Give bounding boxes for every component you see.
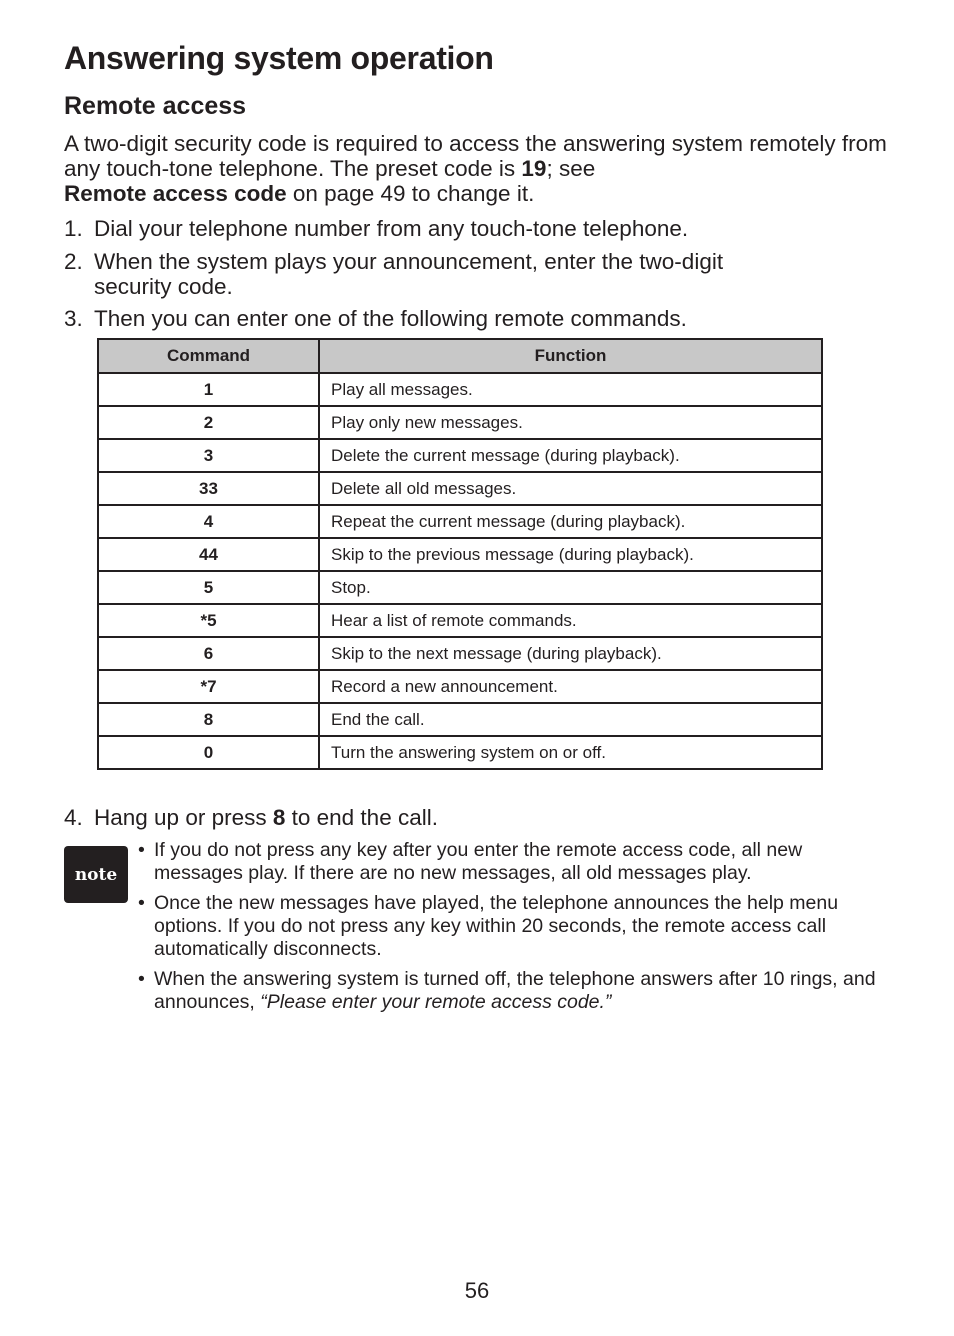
command-cell: *5 (98, 604, 319, 637)
function-cell: Skip to the previous message (during playback). (319, 538, 822, 571)
step-text (94, 805, 794, 830)
function-cell: Play all messages. (319, 373, 822, 406)
note-item (136, 892, 876, 961)
table-row (98, 703, 822, 736)
function-cell: Hear a list of remote commands. (319, 604, 822, 637)
command-cell: 1 (98, 373, 319, 406)
note-text: If you do not press any key after you enter the remote access code, all new messages play. If there are no new messages, all old messages play. (154, 839, 803, 884)
bullet-icon: • (138, 892, 145, 914)
table-row (98, 505, 822, 538)
remote-access-code-reference: Remote access code (64, 181, 287, 206)
note-icon: note (64, 846, 128, 903)
table-row (98, 439, 822, 472)
step-text: Dial your telephone number from any touch-tone telephone. (94, 216, 689, 241)
bullet-icon: • (138, 839, 145, 861)
intro-paragraph (64, 131, 904, 206)
note-item (136, 968, 876, 1014)
table-row (98, 406, 822, 439)
table-row (98, 637, 822, 670)
function-cell: Play only new messages. (319, 406, 822, 439)
intro-text-2: ; see (546, 156, 596, 181)
bullet-icon: • (138, 968, 145, 990)
note-list (136, 839, 876, 1021)
step4-text-1: Hang up or press (94, 805, 273, 830)
end-call-key: 8 (272, 805, 286, 830)
intro-text-3: on page 49 to change it. (286, 181, 535, 206)
note-item (136, 839, 876, 885)
command-cell: 2 (98, 406, 319, 439)
command-cell: 3 (98, 439, 319, 472)
command-cell: 8 (98, 703, 319, 736)
command-cell: 44 (98, 538, 319, 571)
table-row (98, 736, 822, 769)
step4-text-2: to end the call. (285, 805, 438, 830)
table-row (98, 571, 822, 604)
function-cell: Turn the answering system on or off. (319, 736, 822, 769)
command-cell: 5 (98, 571, 319, 604)
preset-code: 19 (521, 156, 547, 181)
note-text: Once the new messages have played, the telephone announces the help menu options. If you do not press any key within 20 seconds, the remote access call automatically disconnects. (154, 892, 839, 960)
function-cell: Record a new announcement. (319, 670, 822, 703)
function-cell: Delete all old messages. (319, 472, 822, 505)
command-cell: 4 (98, 505, 319, 538)
function-cell: Delete the current message (during playback). (319, 439, 822, 472)
function-cell: Skip to the next message (during playback). (319, 637, 822, 670)
remote-commands-table (97, 338, 823, 770)
function-cell: Stop. (319, 571, 822, 604)
page-title: Answering system operation (64, 40, 494, 76)
step-number: 2. (64, 249, 83, 274)
command-cell: 33 (98, 472, 319, 505)
announcement-quote: “Please enter your remote access code.” (260, 991, 612, 1013)
table-row (98, 670, 822, 703)
table-row (98, 472, 822, 505)
step-text: Then you can enter one of the following remote commands. (94, 306, 687, 331)
function-cell: End the call. (319, 703, 822, 736)
command-cell: *7 (98, 670, 319, 703)
column-header-function: Function (319, 339, 822, 373)
table-row (98, 538, 822, 571)
step-number: 3. (64, 306, 83, 331)
column-header-command: Command (98, 339, 319, 373)
table-row (98, 604, 822, 637)
section-heading: Remote access (64, 92, 247, 120)
note-text: When the answering system is turned off, the telephone answers after 10 rings, and announces, (154, 968, 876, 1013)
command-cell: 6 (98, 637, 319, 670)
function-cell: Repeat the current message (during playback). (319, 505, 822, 538)
step-number: 4. (64, 805, 83, 830)
step-text: When the system plays your announcement, enter the two-digit security code. (94, 249, 724, 299)
step-number: 1. (64, 216, 83, 241)
page-number: 56 (464, 1278, 490, 1303)
intro-text-1: A two-digit security code is required to access the answering system remotely from any touch-tone telephone. The preset code is (64, 131, 887, 181)
table-row (98, 373, 822, 406)
table-header-row (98, 339, 822, 373)
command-cell: 0 (98, 736, 319, 769)
